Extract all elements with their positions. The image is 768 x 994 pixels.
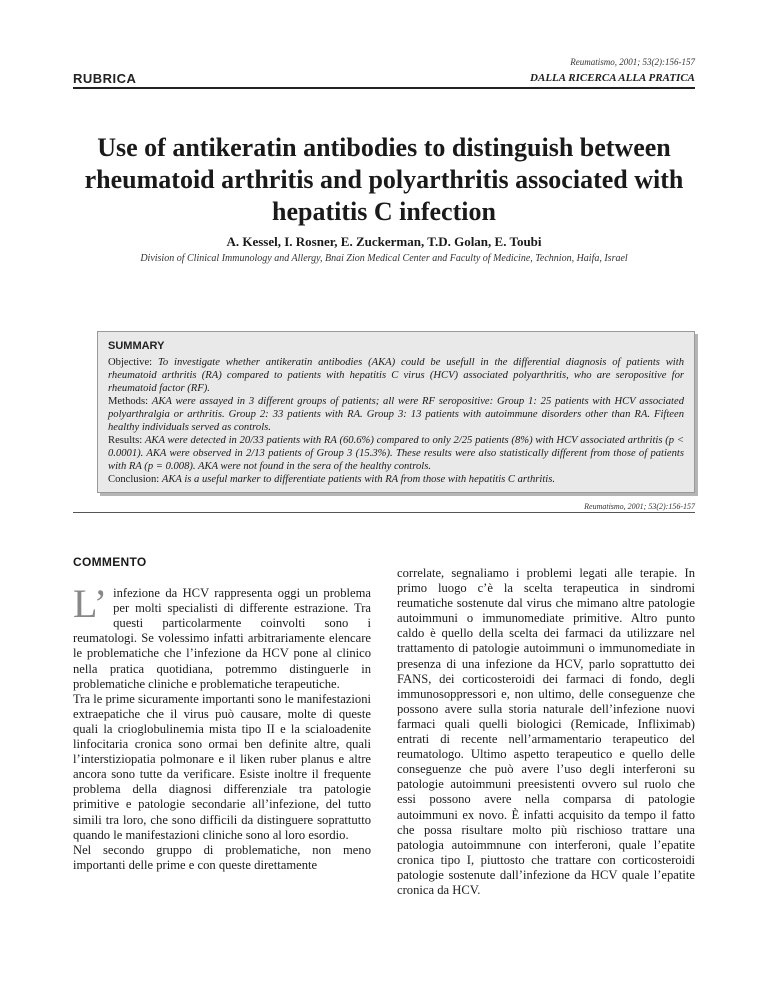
commento-paragraph-4: correlate, segnaliamo i problemi legati alle terapie. In primo luogo c’è la scelta terapeutica in sindromi reumatiche sostenute dal virus che mimano altre patologie autoimmuni o immunomediate primitive. Altro punto caldo è quello della scelta dei farmaci da utilizzare nel trattamento di patologie autoimmuni o immunomediate in presenza di una infezione da HCV, parlo soprattutto dei FANS, dei corticosteroidi dei farmaci di fondo, degli immunosoppressori e, non ultimo, delle conseguenze che possono avere sulla storia naturale dell’infezione nuovi farmaci quali quelli biologici (Remicade, Infliximab) entrati di recente nell’armamentario terapeutico del reumatologo. Ultimo aspetto terapeutico e quello delle conseguenze che può avere l’uso degli interferoni su patologie autoimmuni preesistenti ovvero sul ruolo che essi possono avere nella comparsa di patologie autoimmuni ex novo. È infatti acquisito da tempo il fatto che possa risultare molto più rischioso trattare una patologia autoimmnune con interferoni, quale l’epatite cronica tipo I, piuttosto che trattare con corticosteroidi patologie sostenute dall’infezione da HCV quale l’epatite cronica da HCV. [397, 566, 695, 897]
objective-text: To investigate whether antikeratin antibodies (AKA) could be usefull in the differential diagnosis of patients with rheumatoid arthritis (RA) compared to patients with hepatitis C virus (HCV) associated polyarthritis, who are seropositive for rheumatoid factor (RF). [108, 357, 684, 394]
methods-text: AKA were assayed in 3 different groups of patients; all were RF seropositive: Group 1: 25 patients with HCV associated polyarthralgia or arthritis. Group 2: 33 patients with RA. Group 3: 13 patients with autoimmune disorders other than RA. Fifteen healthy individuals served as controls. [108, 396, 684, 433]
conclusion-text: AKA is a useful marker to differentiate patients with RA from those with hepatitis C arthritis. [161, 474, 556, 485]
conclusion-label: Conclusion: [108, 474, 160, 485]
summary-methods [108, 395, 684, 434]
commento-paragraph-2: Tra le prime sicuramente importanti sono le manifestazioni extraepatiche che il virus può causare, molte di queste quali la crioglobulinemia mista tipo II e la scialoadenite linfocitaria cronica sono ormai ben definite altre, quali l’interstiziopatia polmonare e il liken ruber planus e altre ancora sono tutte da verificare. Esiste inoltre il frequente problema della diagnosi differenziale tra patologie primitive e patologie secondarie all’infezione, del tutto simili tra loro, che sono difficili da distinguere soprattutto quando le manifestazioni cliniche sono al loro esordio. [73, 691, 371, 842]
header-citation: Reumatismo, 2001; 53(2):156-157 [570, 57, 695, 67]
section-tag: DALLA RICERCA ALLA PRATICA [530, 72, 695, 84]
commento-paragraph-3: Nel secondo gruppo di problematiche, non meno importanti delle prime e con queste direttamente [73, 842, 371, 872]
summary-heading: SUMMARY [108, 340, 165, 352]
header-divider [73, 87, 695, 89]
article-affiliation: Division of Clinical Immunology and Allergy, Bnai Zion Medical Center and Faculty of Medicine, Technion, Haifa, Israel [140, 253, 628, 264]
drop-cap: L’ [73, 581, 108, 627]
objective-label: Objective: [108, 357, 153, 368]
summary-box [97, 331, 695, 493]
summary-citation: Reumatismo, 2001; 53(2):156-157 [584, 502, 695, 511]
commento-paragraph-1 [73, 581, 371, 692]
commento-paragraph-1-text: infezione da HCV rappresenta oggi un problema per molti specialisti di differente estrazione. Tra questi particolarmente coinvolti sono i reumatologi. Se volessimo infatti arbitrariamente elencare le problematiche che l’infezione da HCV pone al clinico nella pratica quotidiana, potremmo distinguerle in problematiche cliniche e problematiche terapeutiche. [73, 586, 371, 691]
section-divider [73, 512, 695, 513]
rubrica-label: RUBRICA [73, 71, 137, 86]
results-label: Results: [108, 435, 143, 446]
results-text: AKA were detected in 20/33 patients with RA (60.6%) compared to only 2/25 patients (8%) with HCV associated arthritis (p < 0.0001). AKA were observed in 2/13 patients of Group 3 (15.3%). These results were also statistically different from those of patients with RA (p = 0.008). AKA were not found in the sera of the healthy controls. [108, 435, 684, 472]
summary-objective [108, 356, 684, 395]
article-title: Use of antikeratin antibodies to distinguish between rheumatoid arthritis and polyarthritis associated with hepatitis C infection [84, 133, 684, 226]
commento-right-column [397, 566, 695, 898]
commento-heading: COMMENTO [73, 555, 147, 569]
methods-label: Methods: [108, 396, 149, 407]
article-authors: A. Kessel, I. Rosner, E. Zuckerman, T.D. Golan, E. Toubi [226, 234, 542, 249]
commento-left-column [73, 555, 371, 873]
summary-results [108, 434, 684, 473]
summary-conclusion [108, 473, 684, 486]
